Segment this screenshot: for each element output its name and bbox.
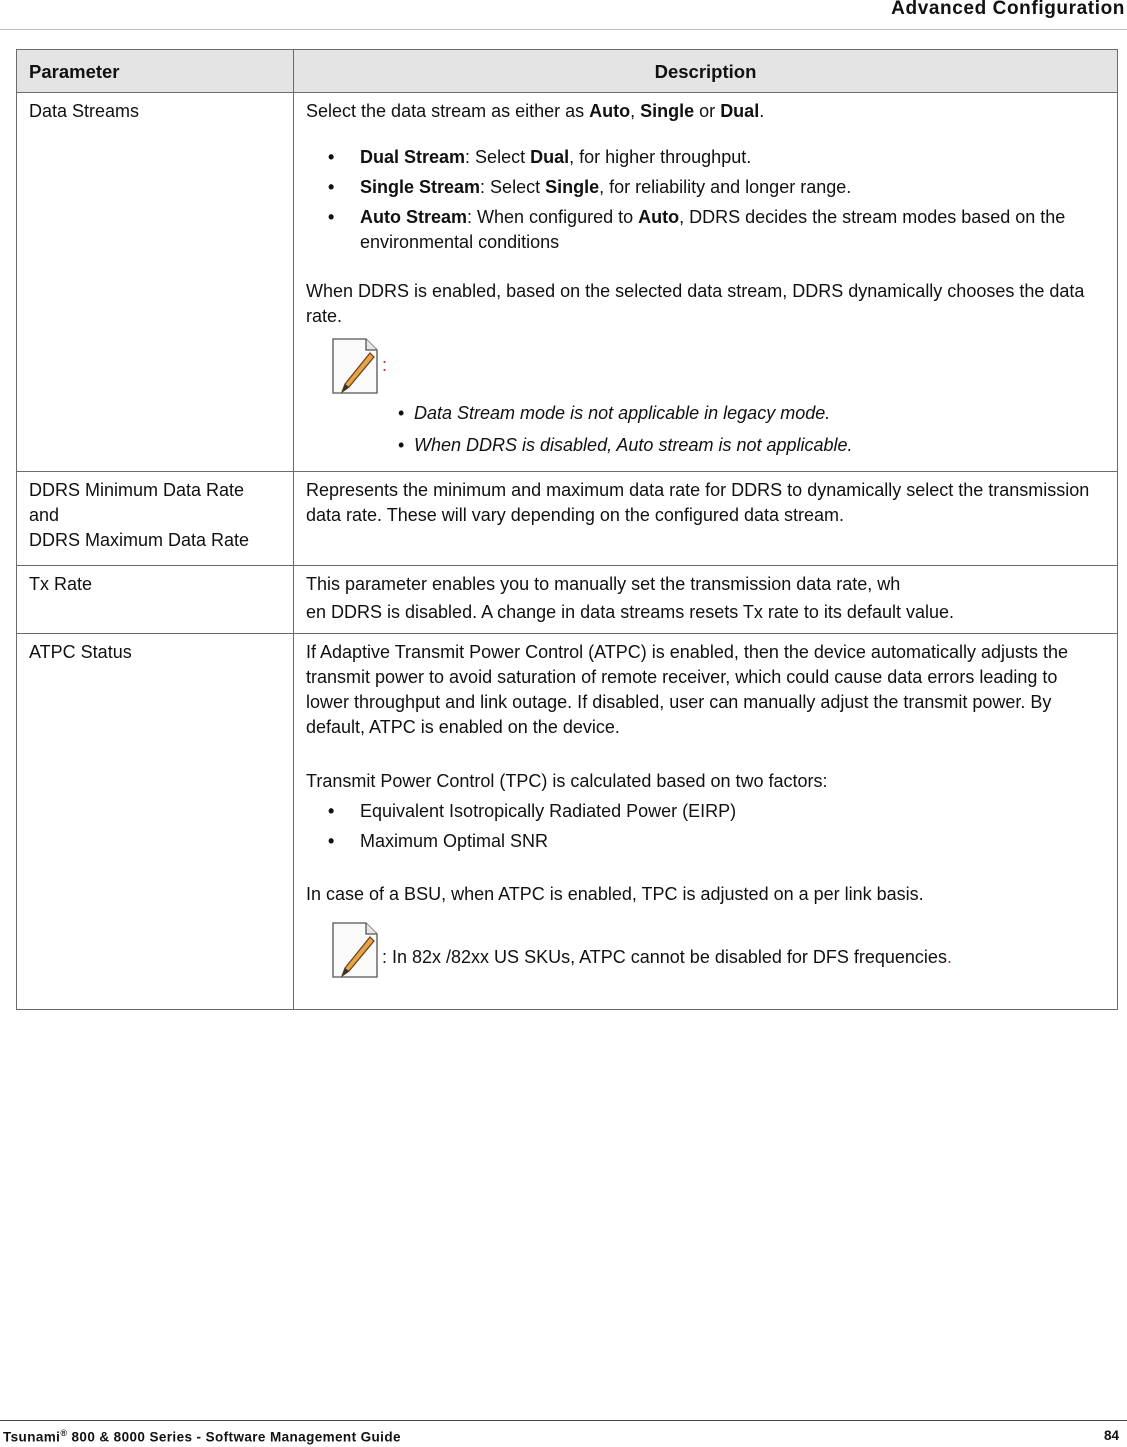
- atpc-paragraph: If Adaptive Transmit Power Control (ATPC) is enabled, then the device automatically adjusts the transmit power to avoid saturation of remote receiver, which could cause data errors leading to lower throughput and link outage. If disabled, user can manually adjust the transmit power. By default, ATPC is enabled on the device.: [306, 642, 1069, 737]
- description-cell: Represents the minimum and maximum data rate for DDRS to dynamically select the transmission data rate. These will vary depending on the configured data stream.: [294, 472, 1118, 566]
- param-cell: [17, 472, 294, 566]
- param-line: DDRS Maximum Data Rate: [29, 530, 250, 550]
- header-divider: [0, 29, 1127, 30]
- note-pencil-icon: [330, 337, 380, 395]
- footer-divider: [0, 1420, 1127, 1421]
- tpc-factor-list: [306, 799, 1105, 854]
- footer-guide-title: Tsunami® 800 & 8000 Series - Software Management Guide: [3, 1428, 401, 1445]
- list-item: • When DDRS is disabled, Auto stream is not applicable.: [398, 435, 853, 455]
- description-cell: [294, 566, 1118, 634]
- bsu-paragraph: In case of a BSU, when ATPC is enabled, TPC is adjusted on a per link basis.: [306, 884, 924, 904]
- note-list: [306, 401, 1105, 458]
- param-cell: ATPC Status: [17, 634, 294, 1010]
- list-item: • Auto Stream: When configured to Auto, DDRS decides the stream modes based on the environmental conditions: [328, 207, 1066, 252]
- table-row-atpc-status: [17, 634, 1118, 1010]
- tpc-paragraph: Transmit Power Control (TPC) is calculated based on two factors:: [306, 771, 828, 791]
- note-pencil-icon: [330, 921, 380, 979]
- param-line: and: [29, 505, 60, 525]
- column-header-parameter: Parameter: [17, 50, 294, 93]
- data-streams-intro: Select the data stream as either as Auto, Single or Dual.: [306, 101, 765, 121]
- page-header-title: Advanced Configuration: [891, 0, 1125, 19]
- table-header-row: [17, 50, 1118, 93]
- list-item: • Single Stream: Select Single, for reliability and longer range.: [328, 177, 852, 197]
- table-row-data-streams: [17, 93, 1118, 472]
- page-number: 84: [1103, 1428, 1119, 1443]
- description-cell: [294, 93, 1118, 472]
- description-cell: [294, 634, 1118, 1010]
- param-cell: Data Streams: [17, 93, 294, 472]
- list-item: • Dual Stream: Select Dual, for higher throughput.: [328, 147, 752, 167]
- data-streams-paragraph: When DDRS is enabled, based on the selected data stream, DDRS dynamically chooses the data rate.: [306, 281, 1085, 326]
- note-colon: :: [382, 355, 388, 375]
- table-row-ddrs-data-rate: [17, 472, 1118, 566]
- note-callout: [306, 337, 1105, 395]
- desc-line: en DDRS is disabled. A change in data streams resets Tx rate to its default value.: [306, 602, 955, 622]
- desc-line: This parameter enables you to manually set the transmission data rate, wh: [306, 574, 901, 594]
- param-line: DDRS Minimum Data Rate: [29, 480, 245, 500]
- column-header-description: Description: [294, 50, 1118, 93]
- parameter-table: [16, 49, 1118, 1010]
- note-callout: [306, 921, 1105, 979]
- list-item: • Data Stream mode is not applicable in legacy mode.: [398, 403, 831, 423]
- stream-bullet-list: [306, 145, 1105, 255]
- list-item: • Maximum Optimal SNR: [328, 831, 549, 851]
- note-text: : In 82x /82xx US SKUs, ATPC cannot be disabled for DFS frequencies.: [382, 947, 952, 967]
- list-item: • Equivalent Isotropically Radiated Power (EIRP): [328, 801, 737, 821]
- param-cell: Tx Rate: [17, 566, 294, 634]
- table-row-tx-rate: [17, 566, 1118, 634]
